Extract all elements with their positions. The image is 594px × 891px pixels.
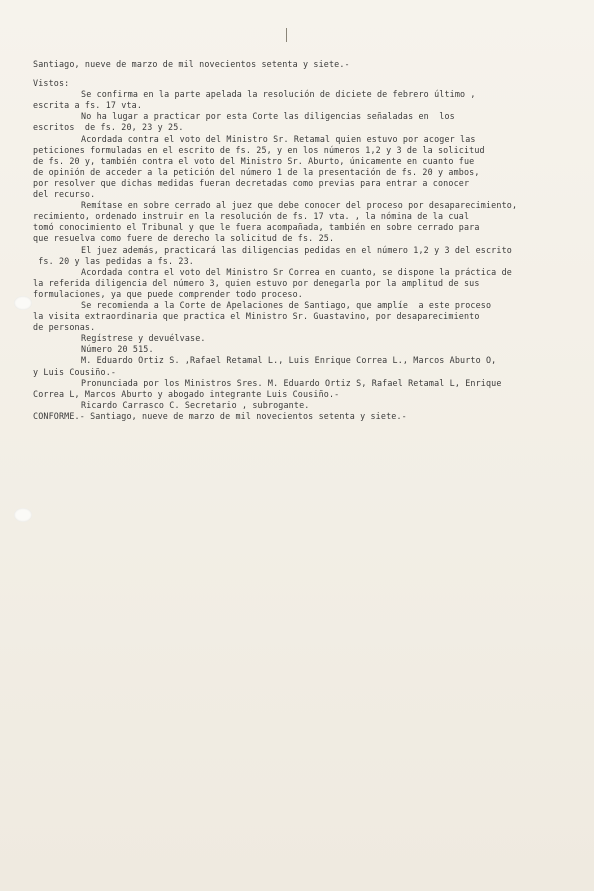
document-line: Acordada contra el voto del Ministro Sr. Retamal quien estuvo por acoger las: [81, 133, 476, 144]
document-line: recimiento, ordenado instruir en la resolución de fs. 17 vta. , la nómina de la cual: [33, 211, 470, 222]
document-line: formulaciones, ya que puede comprender todo proceso.: [33, 288, 303, 299]
punch-hole-top: [14, 296, 32, 310]
document-line: fs. 20 y las pedidas a fs. 23.: [33, 255, 194, 266]
document-line: por resolver que dichas medidas fueran decretadas como previas para entrar a conocer: [33, 177, 470, 188]
document-line: peticiones formuladas en el escrito de fs. 25, y en los números 1,2 y 3 de la solicitud: [33, 144, 485, 155]
document-line: Se confirma en la parte apelada la resolución de diciete de febrero último ,: [81, 89, 476, 100]
document-line: de personas.: [33, 322, 96, 333]
document-line: Acordada contra el voto del Ministro Sr Correa en cuanto, se dispone la práctica de: [81, 266, 512, 277]
document-line: escritos de fs. 20, 23 y 25.: [33, 122, 184, 133]
document-line: la visita extraordinaria que practica el Ministro Sr. Guastavino, por desaparecimiento: [33, 311, 480, 322]
document-line: tomó conocimiento el Tribunal y que le fuera acompañada, también en sobre cerrado para: [33, 222, 480, 233]
document-line: Ricardo Carrasco C. Secretario , subrogante.: [81, 399, 310, 410]
document-line: Correa L, Marcos Aburto y abogado integrante Luis Cousiño.-: [33, 388, 340, 399]
document-line: CONFORME.- Santiago, nueve de marzo de mil novecientos setenta y siete.-: [33, 410, 407, 421]
header-line: Santiago, nueve de marzo de mil novecientos setenta y siete.-: [33, 59, 350, 69]
document-line: Remítase en sobre cerrado al juez que debe conocer del proceso por desaparecimiento,: [81, 200, 518, 211]
document-line: Número 20 515.: [81, 344, 154, 355]
document-line: Regístrese y devuélvase.: [81, 333, 206, 344]
document-line: No ha lugar a practicar por esta Corte las diligencias señaladas en los: [81, 111, 455, 122]
document-line: de fs. 20 y, también contra el voto del Ministro Sr. Aburto, únicamente en cuanto fue: [33, 155, 475, 166]
typed-text-body: [33, 59, 578, 422]
document-line: El juez además, practicará las diligencias pedidas en el número 1,2 y 3 del escrito: [81, 244, 512, 255]
document-line: Pronunciada por los Ministros Sres. M. Eduardo Ortiz S, Rafael Retamal L, Enrique: [81, 377, 502, 388]
vistos-heading: Vistos:: [33, 78, 70, 89]
document-lines: [33, 89, 578, 422]
spacer: [33, 70, 578, 78]
document-line: que resuelva como fuere de derecho la solicitud de fs. 25.: [33, 233, 335, 244]
punch-hole-bottom: [14, 508, 32, 522]
document-line: de opinión de acceder a la petición del número 1 de la presentación de fs. 20 y ambos,: [33, 166, 480, 177]
document-line: M. Eduardo Ortiz S. ,Rafael Retamal L., Luis Enrique Correa L., Marcos Aburto O,: [81, 355, 497, 366]
document-line: y Luis Cousiño.-: [33, 366, 117, 377]
document-line: Se recomienda a la Corte de Apelaciones de Santiago, que amplíe a este proceso: [81, 299, 492, 310]
document-line: escrita a fs. 17 vta.: [33, 100, 143, 111]
fold-mark: [286, 28, 287, 42]
document-line: la referida diligencia del número 3, quien estuvo por denegarla por la amplitud de sus: [33, 277, 480, 288]
document-line: del recurso.: [33, 189, 96, 200]
